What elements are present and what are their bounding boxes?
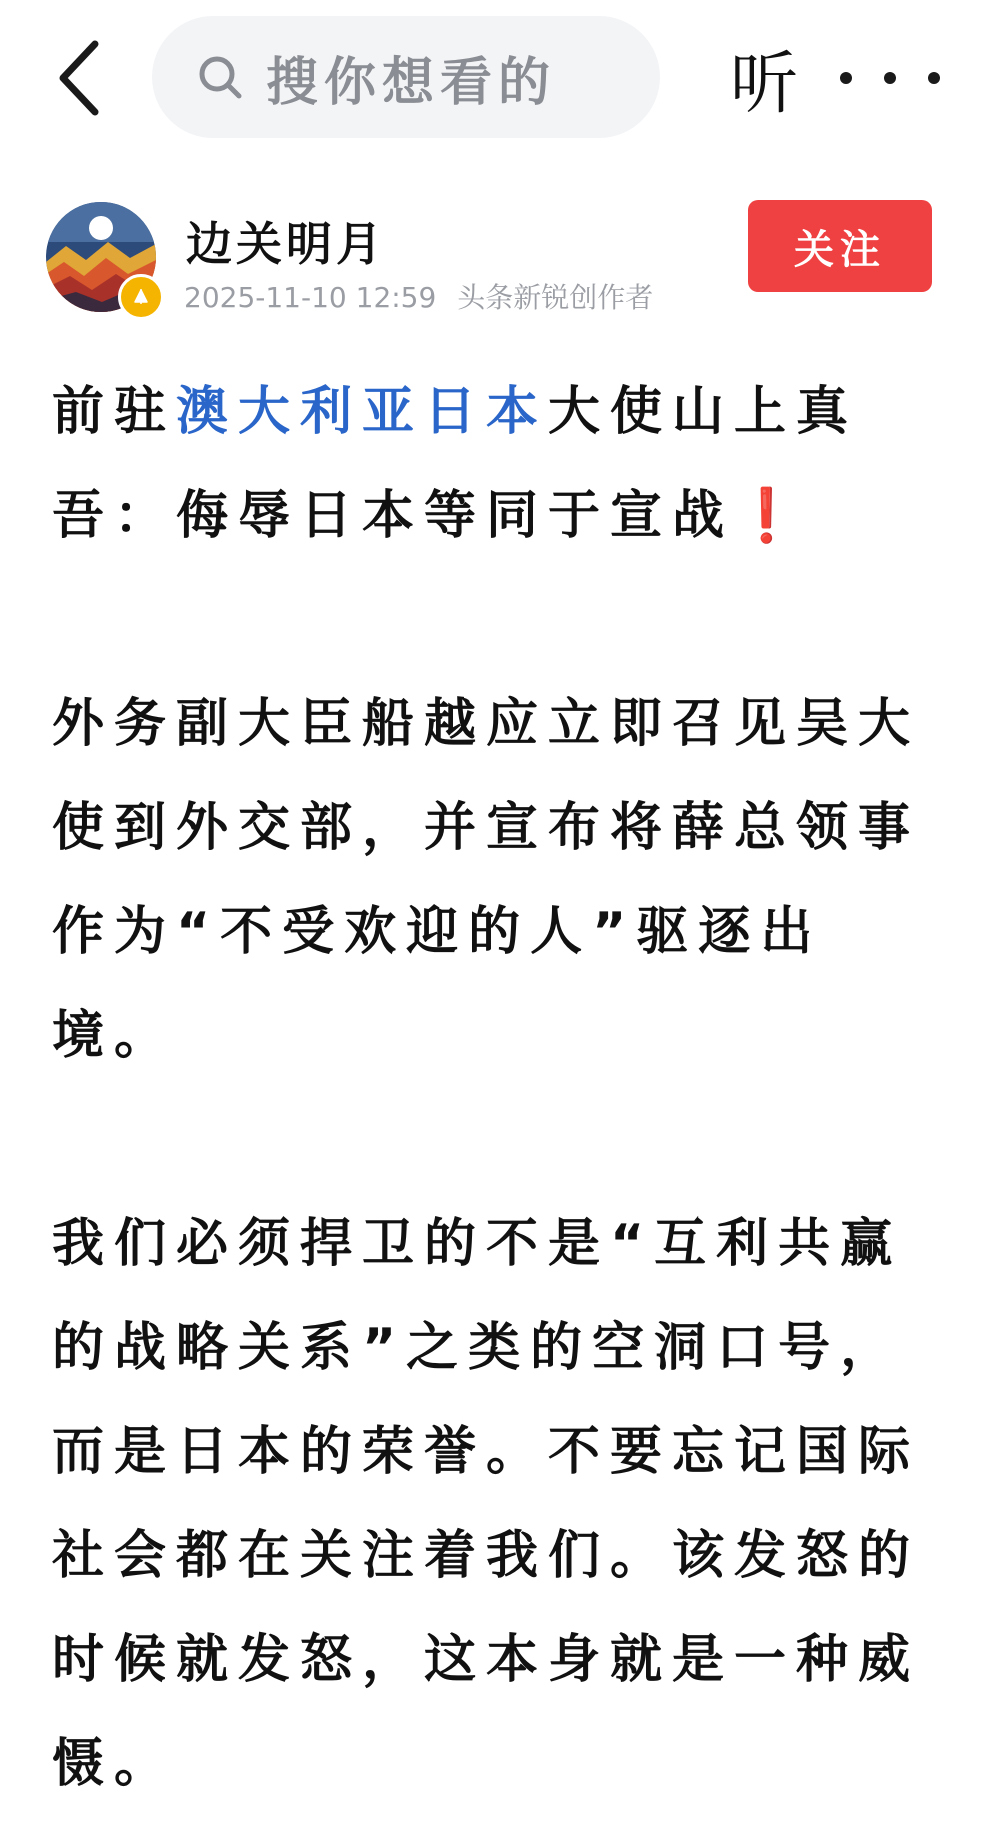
more-button[interactable] [840,48,940,108]
chevron-left-icon [55,38,105,118]
article-paragraph: 外务副大臣船越应立即召见吴大使到外交部，并宣布将薛总领事作为“不受欢迎的人”驱逐出境。 [52,694,921,1066]
listen-button[interactable]: 听 [729,44,798,124]
author-meta [184,276,653,316]
follow-button[interactable]: 关注 [748,200,932,292]
search-input[interactable] [152,16,660,138]
creator-badge-icon [118,274,164,320]
author-row [0,190,986,330]
exclamation-emoji-icon: ❗ [734,486,809,546]
author-name[interactable]: 边关明月 [186,217,386,271]
post-timestamp: 2025-11-10 12:59 [184,281,437,314]
article-body [52,360,932,1816]
title-suffix: 大使山上真吾：侮辱日本等同于宣战 [52,382,859,546]
more-dots-icon [840,72,852,84]
search-icon [192,49,248,105]
search-placeholder: 搜你想看的 [266,52,557,113]
article-paragraph: 我们必须捍卫的不是“互利共赢的战略关系”之类的空洞口号，而是日本的荣誉。不要忘记国际社会都在关注着我们。该发怒的时候就发怒，这本身就是一种威慑。 [52,1214,921,1794]
title-link[interactable]: 澳大利亚日本 [176,382,549,442]
title-prefix: 前驻 [52,382,177,442]
top-bar [0,0,986,160]
author-role: 头条新锐创作者 [457,281,654,314]
back-button[interactable] [40,28,120,128]
article-title [52,360,932,568]
